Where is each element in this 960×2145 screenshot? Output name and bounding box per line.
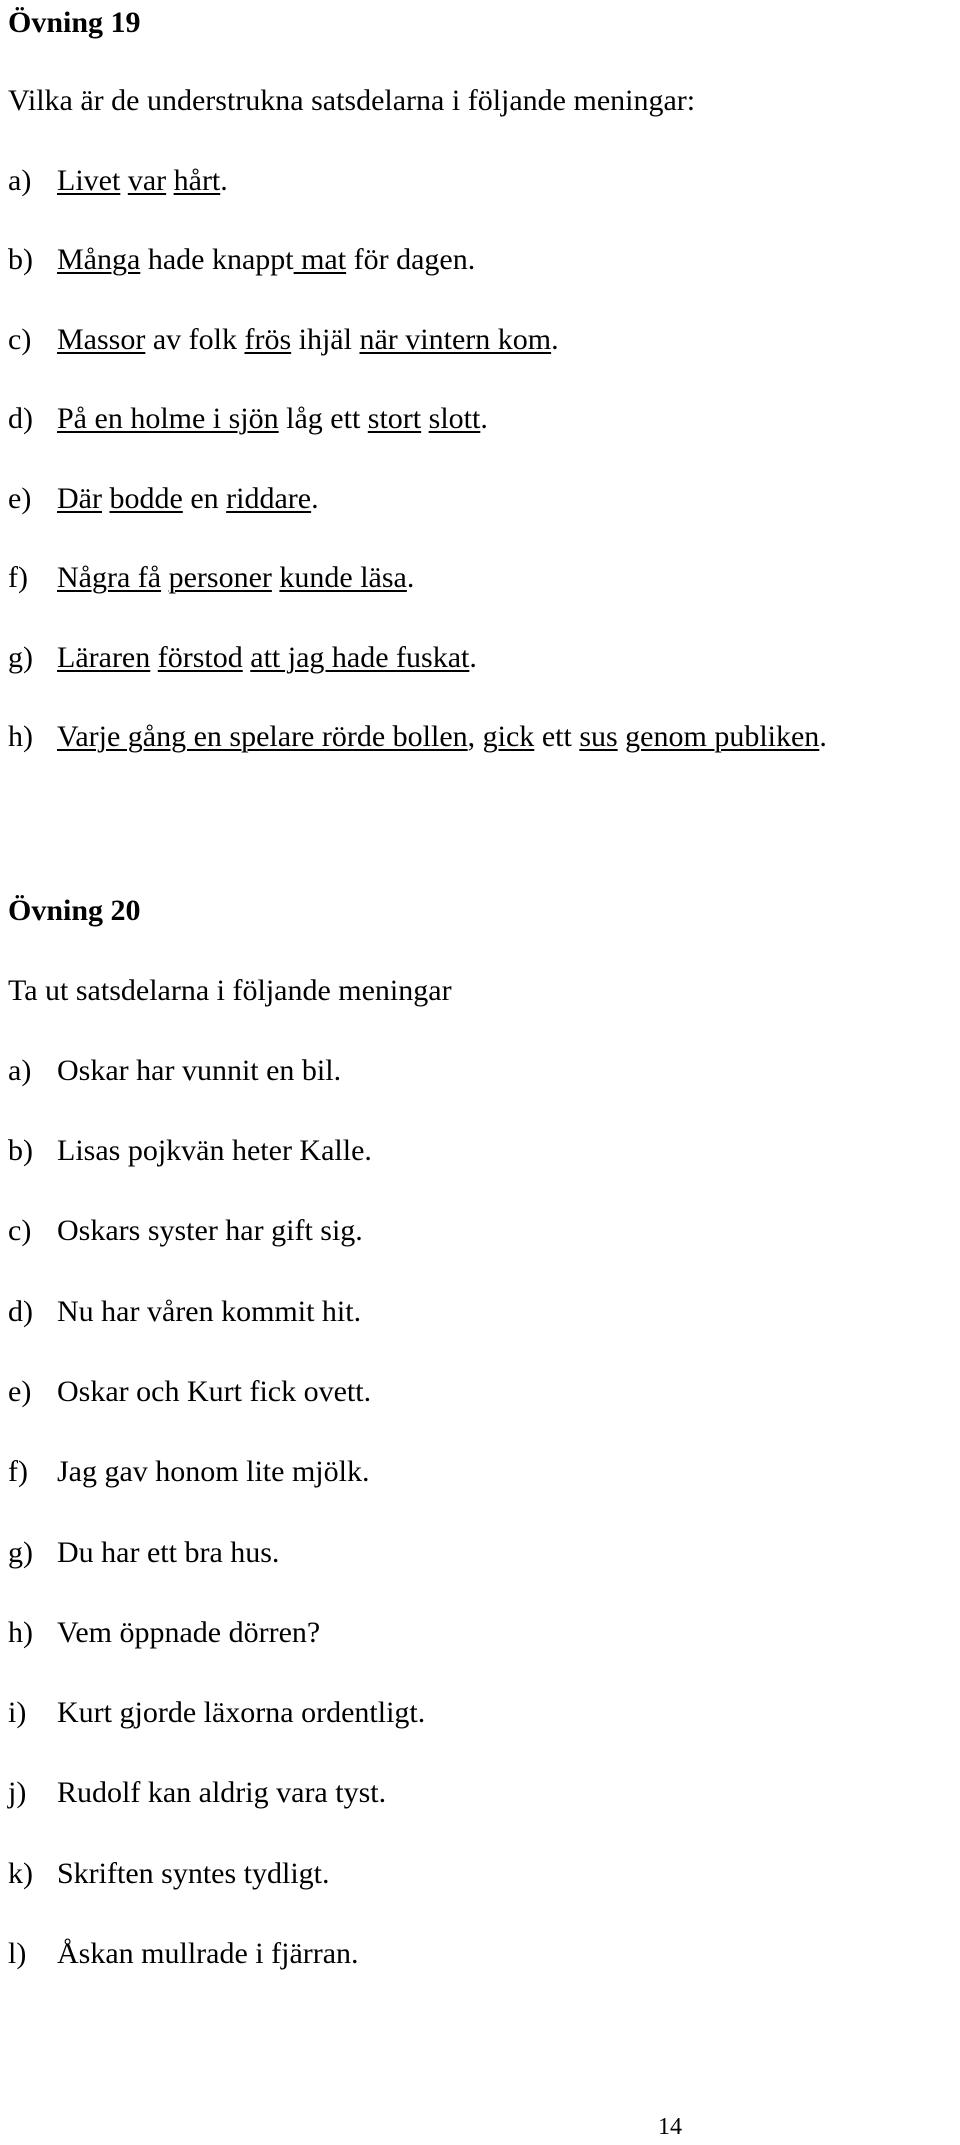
item-marker: c) — [8, 1214, 32, 1247]
underlined-phrase: Många — [57, 243, 141, 276]
item-marker: e) — [8, 1375, 32, 1408]
item-marker: i) — [8, 1696, 27, 1729]
plain-text: låg ett — [278, 402, 368, 435]
underlined-phrase: slott — [428, 402, 481, 435]
underlined-phrase: hårt — [173, 164, 221, 197]
item-marker: g) — [8, 641, 33, 674]
underlined-phrase: var — [127, 164, 167, 197]
underlined-phrase: Massor — [57, 323, 146, 356]
exercise-19-item-a — [8, 166, 228, 196]
exercise-19-item-h — [8, 722, 827, 752]
exercise-19-item-f — [8, 563, 414, 593]
plain-text: ett — [534, 720, 580, 753]
underlined-phrase: Varje gång en spelare rörde bollen — [57, 720, 468, 753]
plain-text: . — [220, 164, 228, 197]
plain-text: hade knappt — [140, 243, 294, 276]
item-marker: b) — [8, 1134, 33, 1167]
underlined-phrase: förstod — [157, 641, 243, 674]
underlined-phrase: gick — [482, 720, 535, 753]
item-text — [57, 323, 559, 356]
exercise-20-item-i — [8, 1698, 425, 1728]
underlined-phrase: sus — [579, 720, 618, 753]
page-number: 14 — [658, 2114, 682, 2140]
item-marker: d) — [8, 402, 33, 435]
item-text: Vem öppnade dörren? — [57, 1616, 321, 1649]
item-text — [57, 561, 414, 594]
plain-text — [421, 402, 429, 435]
exercise-20-item-g — [8, 1538, 279, 1568]
item-marker: f) — [8, 1455, 28, 1488]
plain-text: . — [819, 720, 827, 753]
underlined-phrase: genom publiken — [625, 720, 820, 753]
underlined-phrase: Några få — [57, 561, 162, 594]
exercise-20-heading: Övning 20 — [8, 894, 141, 927]
exercise-19-heading: Övning 19 — [8, 6, 141, 39]
plain-text: . — [406, 561, 415, 594]
item-text: Jag gav honom lite mjölk. — [57, 1455, 370, 1488]
item-text — [57, 641, 477, 674]
underlined-phrase: Läraren — [57, 641, 151, 674]
exercise-19-item-e — [8, 484, 319, 514]
underlined-phrase: personer — [168, 561, 272, 594]
item-text: Skriften syntes tydligt. — [57, 1857, 330, 1890]
underlined-phrase: när vintern kom — [359, 323, 552, 356]
exercise-19-item-c — [8, 325, 559, 355]
item-text: Nu har våren kommit hit. — [57, 1295, 362, 1328]
item-text — [57, 482, 319, 515]
exercise-20-item-d — [8, 1297, 361, 1327]
item-text: Åskan mullrade i fjärran. — [57, 1937, 359, 1970]
underlined-phrase: mat — [293, 243, 347, 276]
plain-text: . — [469, 641, 477, 674]
item-marker: e) — [8, 482, 32, 515]
exercise-20-item-e — [8, 1377, 371, 1407]
plain-text: en — [182, 482, 227, 515]
underlined-phrase: Där — [57, 482, 102, 515]
item-marker: d) — [8, 1295, 33, 1328]
item-text — [57, 720, 827, 753]
item-text: Oskar och Kurt fick ovett. — [57, 1375, 372, 1408]
item-marker: k) — [8, 1857, 33, 1890]
underlined-phrase: frös — [244, 323, 292, 356]
plain-text: , — [467, 720, 483, 753]
item-text — [57, 243, 475, 276]
item-text: Du har ett bra hus. — [57, 1536, 280, 1569]
item-text — [57, 164, 228, 197]
plain-text: . — [551, 323, 559, 356]
underlined-phrase: bodde — [109, 482, 183, 515]
plain-text — [166, 164, 174, 197]
item-marker: h) — [8, 720, 33, 753]
plain-text — [120, 164, 128, 197]
exercise-19-item-b — [8, 245, 475, 275]
item-marker: c) — [8, 323, 32, 356]
exercise-19-item-d — [8, 404, 488, 434]
item-marker: a) — [8, 164, 32, 197]
exercise-20-item-j — [8, 1778, 386, 1808]
item-marker: l) — [8, 1937, 27, 1970]
item-marker: a) — [8, 1054, 32, 1087]
exercise-20-item-c — [8, 1216, 363, 1246]
item-text: Oskar har vunnit en bil. — [57, 1054, 342, 1087]
plain-text: . — [311, 482, 319, 515]
item-marker: h) — [8, 1616, 33, 1649]
underlined-phrase: Livet — [57, 164, 121, 197]
plain-text — [150, 641, 158, 674]
underlined-phrase: att jag hade fuskat — [250, 641, 470, 674]
item-text: Rudolf kan aldrig vara tyst. — [57, 1776, 387, 1809]
item-text: Oskars syster har gift sig. — [57, 1214, 363, 1247]
exercise-20-item-a — [8, 1056, 341, 1086]
item-text: Kurt gjorde läxorna ordentligt. — [57, 1696, 426, 1729]
plain-text: . — [480, 402, 488, 435]
plain-text: för dagen. — [346, 243, 476, 276]
plain-text — [161, 561, 169, 594]
exercise-19-item-g — [8, 643, 477, 673]
item-marker: g) — [8, 1536, 33, 1569]
underlined-phrase: kunde läsa — [279, 561, 407, 594]
item-marker: f) — [8, 561, 28, 594]
item-text — [57, 402, 488, 435]
underlined-phrase: På en holme i sjön — [57, 402, 279, 435]
exercise-20-item-b — [8, 1136, 372, 1166]
plain-text: av folk — [145, 323, 245, 356]
exercise-20-item-l — [8, 1939, 359, 1969]
exercise-19-instruction: Vilka är de understrukna satsdelarna i följande meningar: — [8, 84, 696, 117]
exercise-20-item-k — [8, 1859, 330, 1889]
item-marker: j) — [8, 1776, 27, 1809]
underlined-phrase: stort — [367, 402, 422, 435]
exercise-20-item-h — [8, 1618, 320, 1648]
item-marker: b) — [8, 243, 33, 276]
exercise-20-item-f — [8, 1457, 369, 1487]
exercise-20-instruction: Ta ut satsdelarna i följande meningar — [8, 974, 452, 1007]
plain-text: ihjäl — [291, 323, 360, 356]
underlined-phrase: riddare — [226, 482, 312, 515]
item-text: Lisas pojkvän heter Kalle. — [57, 1134, 372, 1167]
